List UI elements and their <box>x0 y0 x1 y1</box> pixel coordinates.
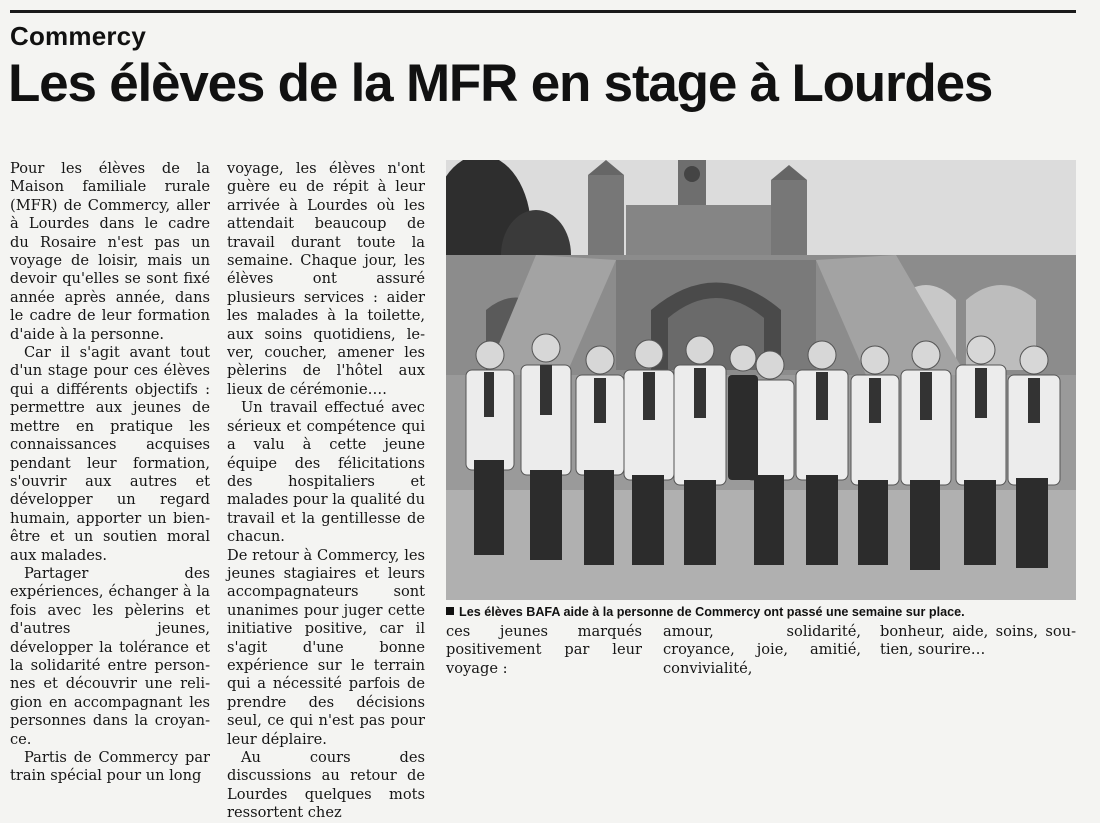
headline: Les élèves de la MFR en stage à Lourdes <box>8 54 993 113</box>
photo-caption <box>446 604 1086 620</box>
paragraph: bonheur, aide, soins, soutien, sourire… <box>880 623 1076 659</box>
group-photo <box>446 160 1076 600</box>
top-rule <box>10 10 1076 13</box>
section-kicker: Commercy <box>10 21 146 51</box>
article-column-5 <box>880 623 1076 660</box>
caption-text: Les élèves BAFA aide à la personne de Commercy ont passé une semaine sur place. <box>459 605 965 619</box>
paragraph: voyage, les élèves n'ont guère eu de répit à leur arrivée à Lourdes où les attendait beaucoup de travail durant toute la semaine. Chaque jour, les élèves ont assuré plusieurs services : aider les malades à la toilette, aux soins quotidiens, lever, coucher, amener les pèlerins de l'hôtel aux lieux de cérémonie…. <box>227 160 425 398</box>
paragraph: Un travail effectué avec sérieux et compétence qui a valu à cette jeune équipe des félicitations des hospitaliers et malades pour la qualité du travail et la gentillesse de chacun. <box>227 399 425 546</box>
paragraph: Partager des expériences, échanger à la fois avec les pèlerins et d'autres jeunes, développer la tolérance et la solidarité entre personnes et découvrir une religion en accompagnant les personnes dans la croyance. <box>10 564 210 748</box>
paragraph: ces jeunes marqués positivement par leur voyage : <box>446 623 642 677</box>
paragraph: amour, solidarité, croyance, joie, amitié, convivialité, <box>663 623 861 677</box>
caption-bullet-icon <box>446 607 454 615</box>
paragraph: De retour à Commercy, les jeunes stagiaires et leurs accompagnateurs sont unanimes pour juger cette initiative positive, car il s'agit d'une bonne expérience sur le terrain qui a nécessité parfois de prendre des décisions seul, ce qui n'est pas pour leur déplaire. <box>227 546 425 748</box>
article-column-2 <box>227 160 425 823</box>
paragraph: Car il s'agit avant tout d'un stage pour ces élèves qui a différents objectifs : permettre aux jeunes de mettre en pratique les connaissances acquises pendant leur formation, s'ouvrir aux autres et développer un regard humain, apporter un bien-être et un soutien moral aux malades. <box>10 344 210 564</box>
article-column-3 <box>446 623 642 678</box>
article-column-4 <box>663 623 861 678</box>
paragraph: Au cours des discussions au retour de Lourdes quelques mots ressortent chez <box>227 749 425 822</box>
paragraph: Pour les élèves de la Maison familiale rurale (MFR) de Commercy, aller à Lourdes dans le cadre du Rosaire n'est pas un voyage de loisir, mais un devoir qu'elles se sont fixé année après année, dans le cadre de leur formation d'aide à la personne. <box>10 160 210 343</box>
article-column-1 <box>10 160 210 786</box>
paragraph: Partis de Commercy par train spécial pour un long <box>10 749 210 785</box>
